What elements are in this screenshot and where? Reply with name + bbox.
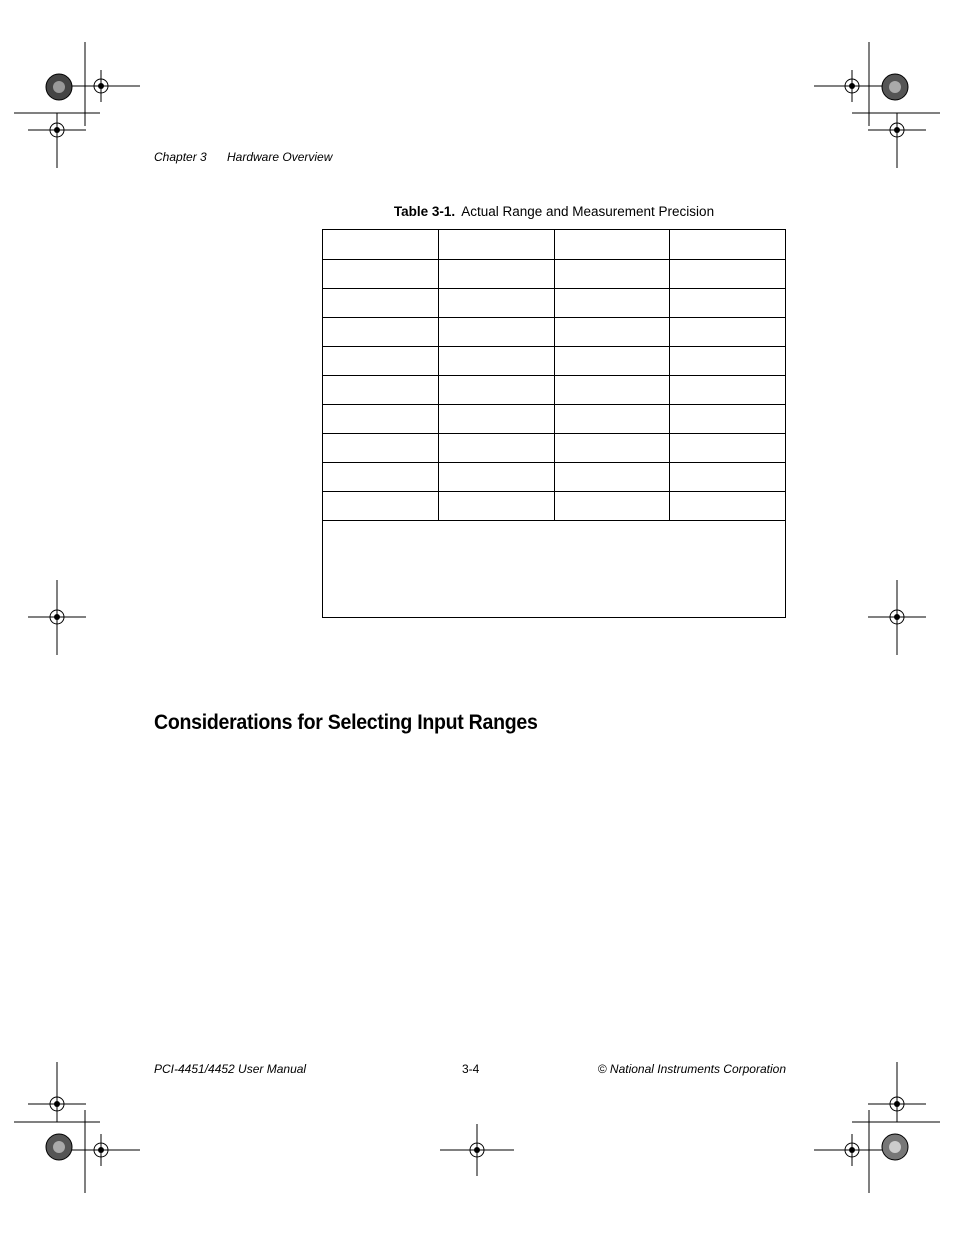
- header-section: Hardware Overview: [227, 150, 333, 164]
- table-cell: [323, 260, 439, 289]
- table-cell: [323, 376, 439, 405]
- table-cell: [323, 434, 439, 463]
- table-cell: [323, 492, 439, 521]
- table-cell: [554, 289, 670, 318]
- table-cell: [554, 318, 670, 347]
- table-cell: [554, 376, 670, 405]
- table-cell: [438, 230, 554, 260]
- table-row: [323, 289, 786, 318]
- table-cell: [438, 289, 554, 318]
- table-caption: [322, 204, 786, 219]
- table-cell: [323, 230, 439, 260]
- table-cell: [323, 463, 439, 492]
- table-row: [323, 405, 786, 434]
- footer-copyright: © National Instruments Corporation: [597, 1062, 786, 1076]
- table-cell: [438, 492, 554, 521]
- table-caption-title: Actual Range and Measurement Precision: [461, 204, 715, 219]
- table-note-cell: [323, 521, 786, 618]
- table-cell: [438, 260, 554, 289]
- table-cell: [670, 230, 786, 260]
- table-cell: [323, 405, 439, 434]
- table-cell: [438, 434, 554, 463]
- table-cell: [670, 260, 786, 289]
- table-cell: [323, 289, 439, 318]
- table-cell: [438, 405, 554, 434]
- section-title: Considerations for Selecting Input Ranges: [154, 711, 538, 734]
- table-row: [323, 376, 786, 405]
- page-number: 3-4: [462, 1062, 480, 1076]
- table-cell: [670, 492, 786, 521]
- table-cell: [554, 260, 670, 289]
- table-cell: [670, 347, 786, 376]
- table-cell: [438, 376, 554, 405]
- table-cell: [438, 318, 554, 347]
- table-cell: [670, 405, 786, 434]
- table-cell: [554, 434, 670, 463]
- table-cell: [554, 463, 670, 492]
- table-cell: [554, 492, 670, 521]
- table-cell: [670, 434, 786, 463]
- table-cell: [554, 230, 670, 260]
- table-cell: [438, 463, 554, 492]
- table-cell: [670, 376, 786, 405]
- table-cell: [438, 347, 554, 376]
- table-cell: [670, 318, 786, 347]
- table-header-row: [323, 230, 786, 260]
- footer-manual-title: PCI-4451/4452 User Manual: [154, 1062, 307, 1076]
- table-row: [323, 463, 786, 492]
- table-row: [323, 347, 786, 376]
- table-cell: [554, 405, 670, 434]
- table-cell: [323, 318, 439, 347]
- table-caption-label: Table 3-1.: [393, 204, 456, 219]
- range-table: [322, 229, 786, 618]
- table-row: [323, 492, 786, 521]
- table-cell: [670, 463, 786, 492]
- table-note-row: [323, 521, 786, 618]
- table-row: [323, 260, 786, 289]
- header-chapter: Chapter 3: [154, 150, 207, 164]
- table-cell: [670, 289, 786, 318]
- table-cell: [323, 347, 439, 376]
- table-row: [323, 434, 786, 463]
- table-row: [323, 318, 786, 347]
- table-cell: [554, 347, 670, 376]
